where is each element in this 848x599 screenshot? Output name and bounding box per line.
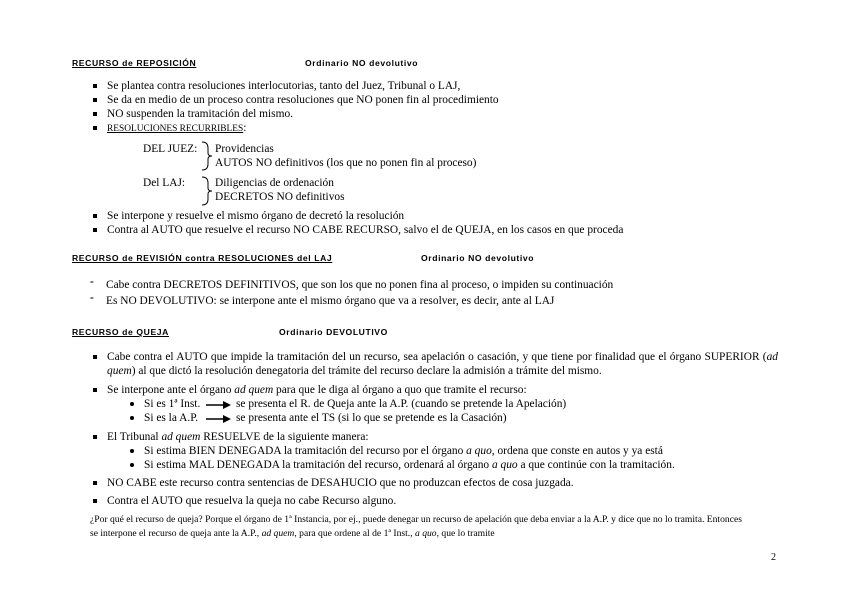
bullet-dot-icon [130,463,134,467]
queja-tag: Ordinario DEVOLUTIVO [279,327,388,337]
reposicion-tag: Ordinario NO devolutivo [305,58,419,68]
page-number: 2 [771,552,776,563]
bullet-dot-icon [130,402,134,406]
reposicion-title: RECURSO de REPOSICIÓN [72,58,197,68]
bullet-square-icon [93,84,97,88]
queja-b3-italic: ad quem [161,431,201,443]
sub2-label: Si es la A.P. [144,412,199,424]
reposicion-bullet-2: Se da en medio de un proceso contra resoluciones que NO ponen fin al procedimiento [107,94,499,106]
bullet-square-icon [93,499,97,503]
foot2-text-a: se interpone el recurso de queja ante la A.P., [90,528,262,539]
sub1-text: se presenta el R. de Queja ante la A.P. (cuando se pretende la Apelación) [236,398,567,410]
bullet-square-icon [93,355,97,359]
queja-b1-text-a: Cabe contra el AUTO que impide la tramitación del un recurso, sea apelación o casación, y que tiene por finalidad que el órgano SUPERIOR ( [107,351,767,363]
sub1-label: Si es 1ª Inst. [144,398,201,410]
queja-bullet-2 [107,383,527,397]
foot2-italic: ad quem [261,528,295,539]
queja-b1-text-b: ) al que dictó la resolución denegatoria del trámite del recurso declare la admisión a trámite del mismo. [131,365,602,377]
res1-text-b: , ordena que conste en autos y ya está [491,445,663,457]
queja-b3-text-a: El Tribunal [107,431,162,443]
bullet-square-icon [93,435,97,439]
bullet-square-icon [93,112,97,116]
queja-b2-text-a: Se interpone ante el órgano [107,384,235,396]
dash-bullet-icon: - [90,276,94,288]
laj-item-2: DECRETOS NO definitivos [215,191,345,203]
arrow-right-icon [206,414,232,424]
res1 [144,444,663,458]
footnote-line-2 [90,527,495,541]
res1-italic: a quo [466,445,492,457]
res2-italic: a quo [491,459,518,471]
laj-label: Del LAJ: [143,177,186,189]
bullet-square-icon [93,214,97,218]
bullet-dot-icon [130,416,134,420]
arrow-right-icon [206,400,232,410]
queja-bullet-1 [107,350,778,378]
dash-bullet-icon: - [90,292,94,304]
bullet-square-icon [93,126,97,130]
brace-icon [200,176,214,206]
queja-bullet-5: Contra el AUTO que resuelva la queja no cabe Recurso alguno. [107,495,397,507]
revision-title: RECURSO de REVISIÓN contra RESOLUCIONES del LAJ [72,253,333,263]
queja-b2-text-b: para que le diga al órgano a quo que tramite el recurso: [273,384,527,396]
queja-bullet-3 [107,430,369,444]
recurribles-heading [107,121,246,136]
recurribles-colon: : [243,122,247,134]
bullet-dot-icon [130,449,134,453]
juez-item-2: AUTOS NO definitivos (los que no ponen fin al proceso) [215,157,477,169]
reposicion-bullet-3: NO suspenden la tramitación del mismo. [107,108,294,120]
foot2-text-c: , que lo tramite [436,528,495,539]
reposicion-after-2: Contra al AUTO que resuelve el recurso NO CABE RECURSO, salvo el de QUEJA, en los casos en que proceda [107,224,624,236]
brace-icon [200,141,214,171]
recurribles-label: RESOLUCIONES RECURRIBLES [107,124,244,134]
bullet-square-icon [93,98,97,102]
reposicion-bullet-1: Se plantea contra resoluciones interlocutorias, tanto del Juez, Tribunal o LAJ, [107,80,461,92]
foot2-text-b: , para que ordene al de 1ª Inst., [294,528,416,539]
queja-bullet-4: NO CABE este recurso contra sentencias de DESAHUCIO que no produzcan efectos de cosa juzgada. [107,477,574,489]
foot2-italic-2: a quo [415,528,437,539]
juez-label: DEL JUEZ: [143,143,198,155]
queja-b2-italic: ad quem [234,384,274,396]
reposicion-after-1: Se interpone y resuelve el mismo órgano de decretó la resolución [107,210,405,222]
queja-b3-text-b: RESUELVE de la siguiente manera: [200,431,369,443]
res1-text-a: Si estima BIEN DENEGADA la tramitación del recurso por el órgano [144,445,467,457]
juez-item-1: Providencias [215,143,274,155]
sub2-text: se presenta ante el TS (si lo que se pretende es la Casación) [236,412,507,424]
res2-text-a: Si estima MAL DENEGADA la tramitación del recurso, ordenará al órgano [144,459,492,471]
res2 [144,458,675,472]
revision-item-1: Cabe contra DECRETOS DEFINITIVOS, que son los que no ponen fina al proceso, o impiden su continuación [106,279,614,291]
revision-tag: Ordinario NO devolutivo [421,253,535,263]
revision-item-2: Es NO DEVOLUTIVO: se interpone ante el mismo órgano que va a resolver, es decir, ante al LAJ [106,295,555,307]
queja-title: RECURSO de QUEJA [72,327,169,337]
footnote-line-1: ¿Por qué el recurso de queja? Porque el órgano de 1ª Instancia, por ej., puede denegar un recurso de apelación que deba enviar a la A.P. y dice que no lo tramita. Entonces [90,514,742,525]
bullet-square-icon [93,481,97,485]
queja-b1-italic: ad quem [107,351,778,377]
res2-text-b: a que continúe con la tramitación. [517,459,675,471]
bullet-square-icon [93,228,97,232]
bullet-square-icon [93,388,97,392]
laj-item-1: Diligencias de ordenación [215,177,334,189]
